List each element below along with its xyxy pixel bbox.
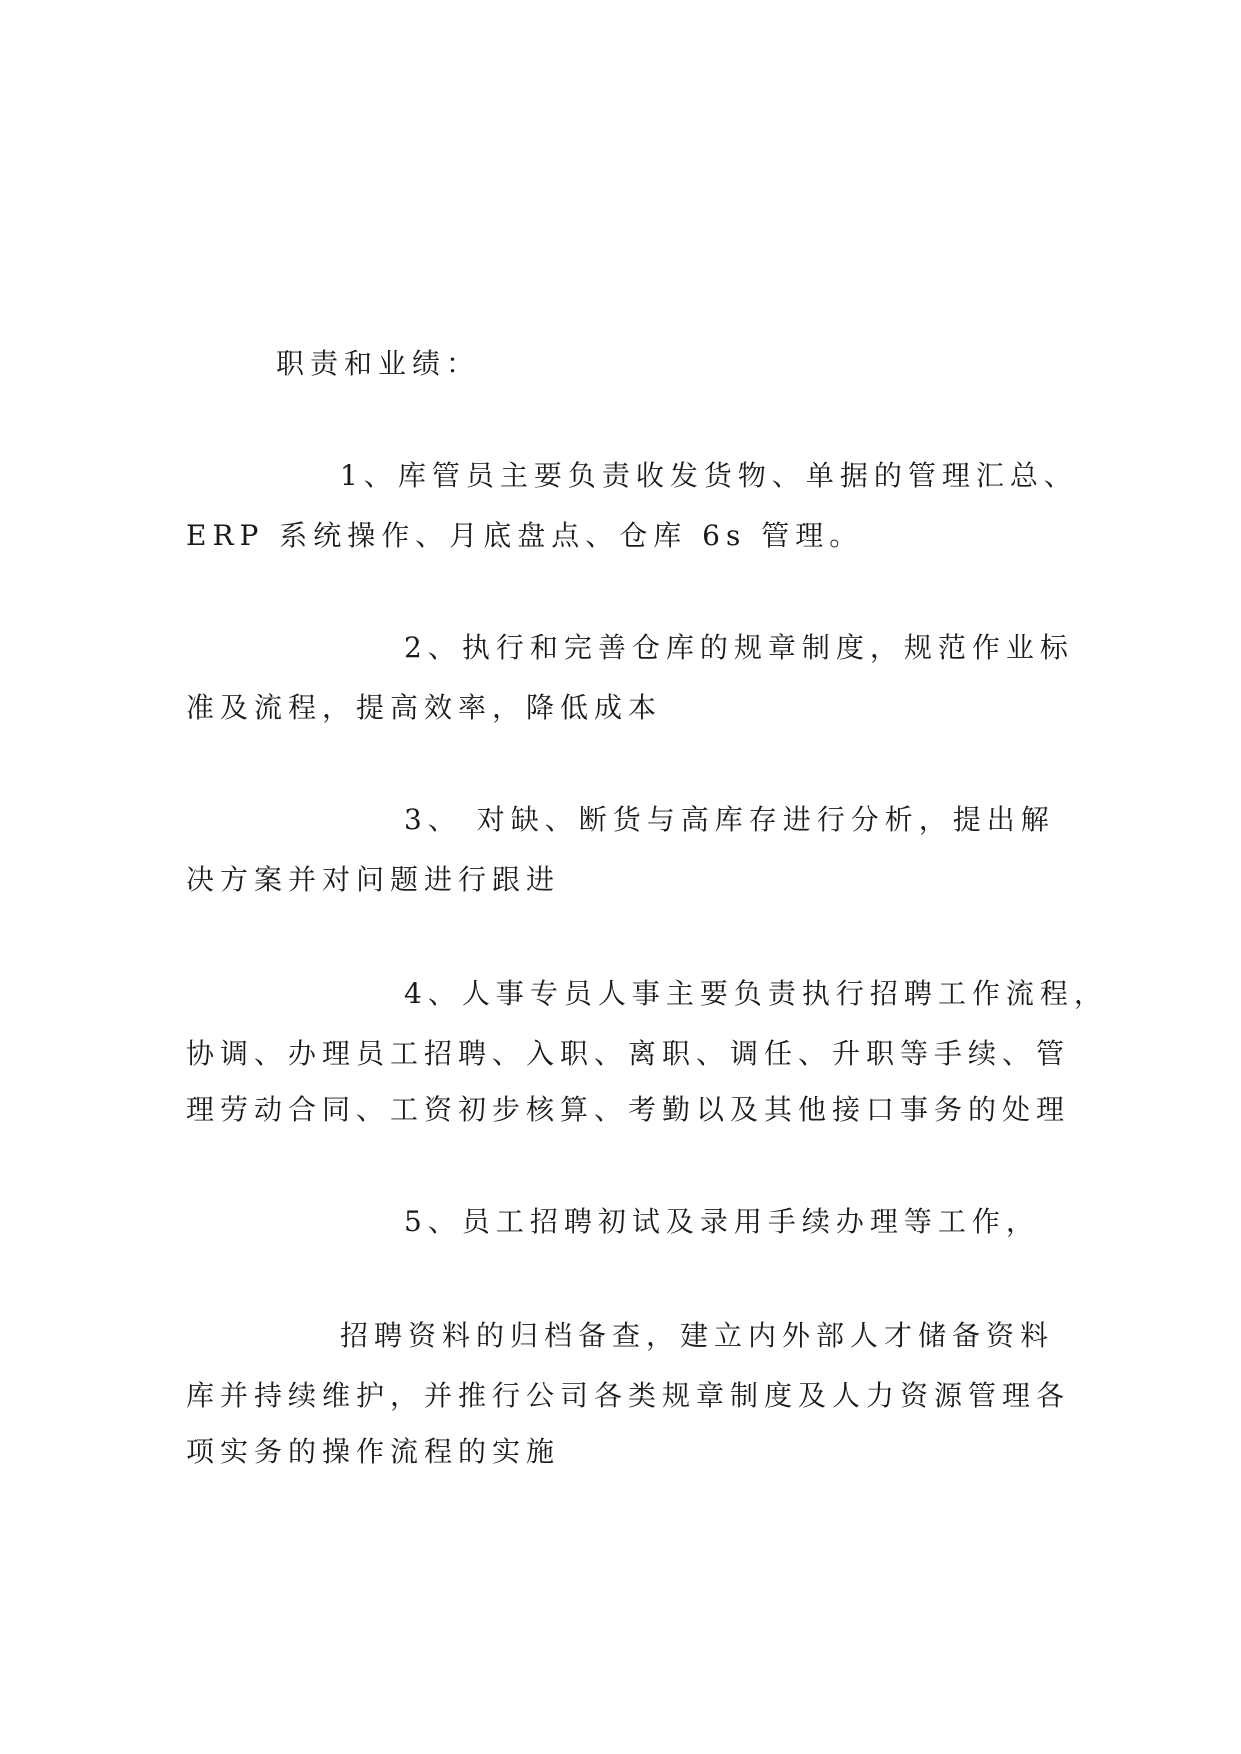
item-6-line-1: 招聘资料的归档备查，建立内外部人才储备资料 xyxy=(340,1319,1055,1352)
item-3-line-1: 3、 对缺、断货与高库存进行分析，提出解 xyxy=(404,803,1055,836)
item-4-line-2: 协调、办理员工招聘、入职、离职、调任、升职等手续、管 xyxy=(186,1037,1071,1070)
item-4-line-1: 4、人事专员人事主要负责执行招聘工作流程， xyxy=(404,977,1108,1010)
item-5-line-1: 5、员工招聘初试及录用手续办理等工作， xyxy=(404,1205,1040,1238)
section-heading: 职责和业绩： xyxy=(276,347,481,380)
item-1-line-2: ERP 系统操作、月底盘点、仓库 6s 管理。 xyxy=(186,519,864,552)
item-6-line-2: 库并持续维护，并推行公司各类规章制度及人力资源管理各 xyxy=(186,1379,1071,1412)
item-2-line-1: 2、执行和完善仓库的规章制度，规范作业标 xyxy=(404,631,1074,664)
item-3-line-2: 决方案并对问题进行跟进 xyxy=(186,863,561,896)
item-2-line-2: 准及流程，提高效率，降低成本 xyxy=(186,691,663,724)
item-1-line-1: 1、库管员主要负责收发货物、单据的管理汇总、 xyxy=(340,459,1078,492)
item-6-line-3: 项实务的操作流程的实施 xyxy=(186,1435,561,1468)
item-4-line-3: 理劳动合同、工资初步核算、考勤以及其他接口事务的处理 xyxy=(186,1093,1071,1126)
